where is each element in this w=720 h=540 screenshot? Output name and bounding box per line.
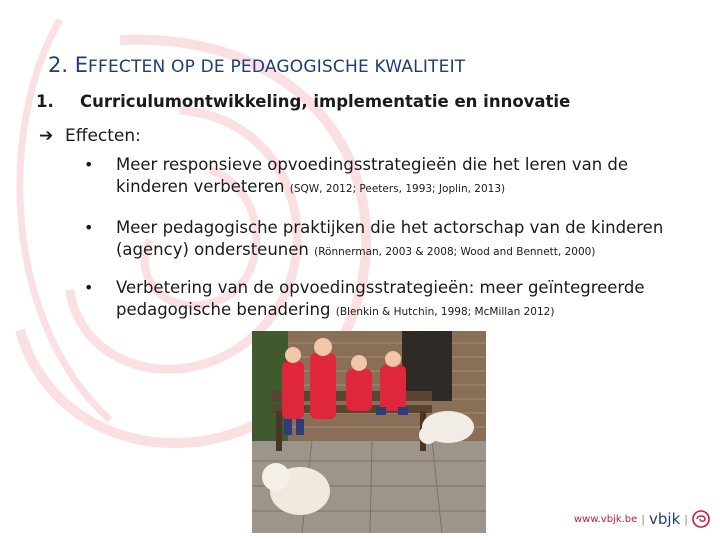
bullet-icon: • <box>84 278 94 297</box>
slide-title <box>48 42 465 80</box>
children-photo <box>252 331 486 533</box>
heading-number: 1. <box>36 92 54 111</box>
footer-separator: | <box>641 512 646 526</box>
title-rest: FFECTEN OP DE PEDAGOGISCHE KWALITEIT <box>87 57 466 77</box>
bullet-item-3 <box>116 277 676 323</box>
footer-separator: | <box>684 512 688 526</box>
bullet-icon: • <box>84 218 94 237</box>
section-heading <box>36 92 570 111</box>
bullet-icon: • <box>84 155 94 174</box>
effects-label: Effecten: <box>65 126 141 146</box>
bullet-item-2 <box>116 217 676 263</box>
bullet-text: Meer pedagogische praktijken die het actorschap van de kinderen (agency) ondersteunen <box>116 218 664 259</box>
footer <box>574 510 710 528</box>
bullet-text: Meer responsieve opvoedingsstrategieën die het leren van de kinderen verbeteren <box>116 155 629 196</box>
vbjk-logo-icon <box>692 510 710 528</box>
footer-brand: vbjk <box>649 510 681 528</box>
heading-text: Curriculumontwikkeling, implementatie en innovatie <box>80 92 571 111</box>
title-cap: 2. E <box>48 53 88 77</box>
bullet-reference: (SQW, 2012; Peeters, 1993; Joplin, 2013) <box>289 183 506 195</box>
bullet-item-1 <box>116 154 676 200</box>
bullet-reference: (Blenkin & Hutchin, 1998; McMillan 2012) <box>335 306 555 318</box>
effects-label-line <box>39 126 141 146</box>
arrow-right-icon: ➔ <box>39 126 54 146</box>
bullet-reference: (Rönnerman, 2003 & 2008; Wood and Bennett, 2000) <box>314 246 596 258</box>
bullet-text: Verbetering van de opvoedingsstrategieën: meer geïntegreerde pedagogische benadering <box>116 278 645 319</box>
footer-url[interactable]: www.vbjk.be <box>573 513 638 525</box>
